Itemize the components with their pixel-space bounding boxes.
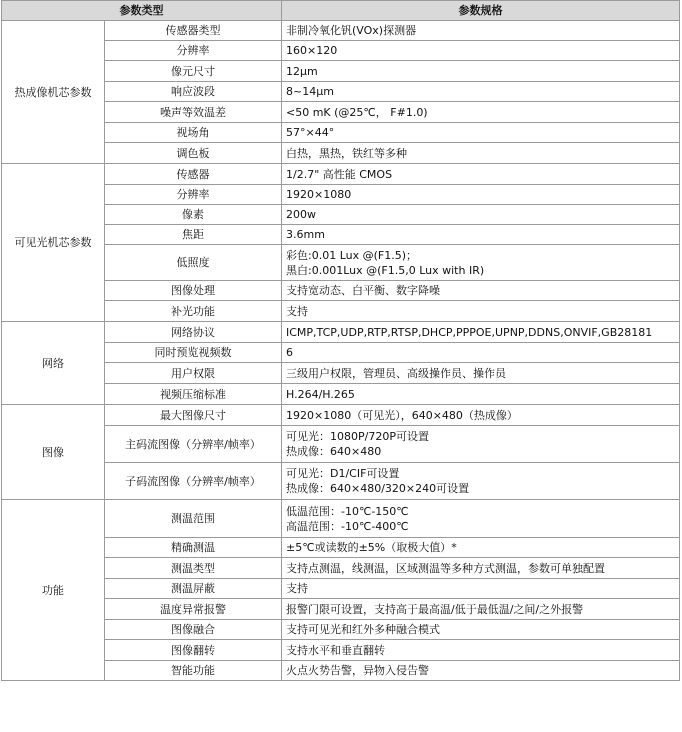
param-value-cell xyxy=(282,661,680,681)
value-line: ICMP,TCP,UDP,RTP,RTSP,DHCP,PPPOE,UPNP,DDNS,ONVIF,GB28181 xyxy=(286,325,653,339)
param-value-cell xyxy=(282,599,680,620)
value-line: ±5℃或读数的±5%（取极大值）* xyxy=(286,541,457,554)
param-name-cell: 同时预览视频数 xyxy=(105,343,282,363)
param-name-cell: 精确测温 xyxy=(105,538,282,558)
value-line: 报警门限可设置，支持高于最高温/低于最低温/之间/之外报警 xyxy=(286,602,584,616)
value-line: 1920×1080 xyxy=(286,188,352,201)
value-line: 彩色:0.01 Lux @(F1.5)； xyxy=(286,248,418,262)
param-name-cell: 智能功能 xyxy=(105,661,282,681)
param-name-cell: 像元尺寸 xyxy=(105,61,282,82)
value-line: 1/2.7" 高性能 CMOS xyxy=(286,167,393,181)
param-name-cell: 图像翻转 xyxy=(105,640,282,661)
param-value-cell xyxy=(282,301,680,322)
param-value-cell xyxy=(282,143,680,164)
value-line: 160×120 xyxy=(286,44,338,57)
param-value-cell xyxy=(282,205,680,225)
header-row xyxy=(2,1,680,21)
value-line: 热成像：640×480/320×240可设置 xyxy=(286,482,470,495)
value-line: H.264/H.265 xyxy=(286,387,355,401)
param-name-cell: 传感器 xyxy=(105,164,282,185)
value-line: 12μm xyxy=(286,64,318,78)
param-name-cell: 用户权限 xyxy=(105,363,282,384)
param-value-cell xyxy=(282,463,680,500)
table-row xyxy=(2,405,680,426)
param-value-cell xyxy=(282,82,680,102)
param-name-cell: 响应波段 xyxy=(105,82,282,102)
param-value-cell xyxy=(282,322,680,343)
param-name-cell: 测温范围 xyxy=(105,500,282,538)
value-line: 非制冷氧化钒(VOx)探测器 xyxy=(286,24,417,37)
value-line: 支持点测温，线测温，区域测温等多种方式测温，参数可单独配置 xyxy=(286,561,605,575)
param-name-cell: 补光功能 xyxy=(105,301,282,322)
param-name-cell: 噪声等效温差 xyxy=(105,102,282,123)
param-value-cell xyxy=(282,426,680,463)
value-line: 可见光：1080P/720P可设置 xyxy=(286,430,429,443)
param-value-cell xyxy=(282,500,680,538)
param-value-cell xyxy=(282,123,680,143)
value-line: 可见光：D1/CIF可设置 xyxy=(286,467,400,480)
param-name-cell: 像素 xyxy=(105,205,282,225)
param-value-cell xyxy=(282,245,680,281)
value-line: 支持宽动态、白平衡、数字降噪 xyxy=(286,284,440,297)
param-value-cell xyxy=(282,620,680,640)
value-line: 黑白:0.001Lux @(F1.5,0 Lux with IR) xyxy=(286,263,485,277)
table-row xyxy=(2,500,680,538)
value-line: 200w xyxy=(286,208,316,221)
param-name-cell: 低照度 xyxy=(105,245,282,281)
value-line: 低温范围：-10℃-150℃ xyxy=(286,504,409,518)
value-line: 57°×44° xyxy=(286,126,335,139)
param-value-cell xyxy=(282,405,680,426)
value-line: 白热，黑热，铁红等多种 xyxy=(286,146,407,160)
table-row xyxy=(2,164,680,185)
param-name-cell: 温度异常报警 xyxy=(105,599,282,620)
param-name-cell: 分辨率 xyxy=(105,185,282,205)
value-line: 8~14μm xyxy=(286,85,334,98)
param-name-cell: 视场角 xyxy=(105,123,282,143)
param-value-cell xyxy=(282,41,680,61)
value-line: 支持水平和垂直翻转 xyxy=(286,643,385,657)
param-value-cell xyxy=(282,384,680,405)
param-value-cell xyxy=(282,102,680,123)
value-line: 1920×1080（可见光），640×480（热成像） xyxy=(286,408,518,422)
param-name-cell: 主码流图像（分辨率/帧率） xyxy=(105,426,282,463)
table-row xyxy=(2,21,680,41)
value-line: 支持 xyxy=(286,582,308,595)
param-value-cell xyxy=(282,343,680,363)
table-row xyxy=(2,322,680,343)
param-name-cell: 最大图像尺寸 xyxy=(105,405,282,426)
value-line: 三级用户权限，管理员、高级操作员、操作员 xyxy=(286,366,506,380)
value-line: 支持 xyxy=(286,304,308,318)
param-value-cell xyxy=(282,225,680,245)
category-cell: 功能 xyxy=(2,500,105,681)
param-value-cell xyxy=(282,558,680,579)
value-line: 火点火势告警，异物入侵告警 xyxy=(286,664,429,677)
param-value-cell xyxy=(282,363,680,384)
param-value-cell xyxy=(282,21,680,41)
spec-table xyxy=(1,0,680,681)
category-cell: 热成像机芯参数 xyxy=(2,21,105,164)
param-name-cell: 测温类型 xyxy=(105,558,282,579)
param-name-cell: 图像融合 xyxy=(105,620,282,640)
category-cell: 图像 xyxy=(2,405,105,500)
param-value-cell xyxy=(282,579,680,599)
category-cell: 可见光机芯参数 xyxy=(2,164,105,322)
value-line: 6 xyxy=(286,346,293,359)
param-name-cell: 分辨率 xyxy=(105,41,282,61)
param-value-cell xyxy=(282,281,680,301)
param-value-cell xyxy=(282,164,680,185)
param-name-cell: 视频压缩标准 xyxy=(105,384,282,405)
spec-body xyxy=(2,21,680,681)
param-name-cell: 测温屏蔽 xyxy=(105,579,282,599)
param-value-cell xyxy=(282,185,680,205)
header-spec: 参数规格 xyxy=(282,1,680,21)
value-line: 热成像：640×480 xyxy=(286,445,382,458)
value-line: 高温范围：-10℃-400℃ xyxy=(286,519,409,533)
param-name-cell: 焦距 xyxy=(105,225,282,245)
category-cell: 网络 xyxy=(2,322,105,405)
param-name-cell: 传感器类型 xyxy=(105,21,282,41)
header-category: 参数类型 xyxy=(2,1,282,21)
param-name-cell: 网络协议 xyxy=(105,322,282,343)
param-name-cell: 调色板 xyxy=(105,143,282,164)
value-line: <50 mK (@25℃， F#1.0) xyxy=(286,105,428,119)
param-value-cell xyxy=(282,61,680,82)
value-line: 支持可见光和红外多种融合模式 xyxy=(286,623,440,636)
param-value-cell xyxy=(282,538,680,558)
value-line: 3.6mm xyxy=(286,228,325,241)
param-name-cell: 图像处理 xyxy=(105,281,282,301)
param-value-cell xyxy=(282,640,680,661)
param-name-cell: 子码流图像（分辨率/帧率） xyxy=(105,463,282,500)
